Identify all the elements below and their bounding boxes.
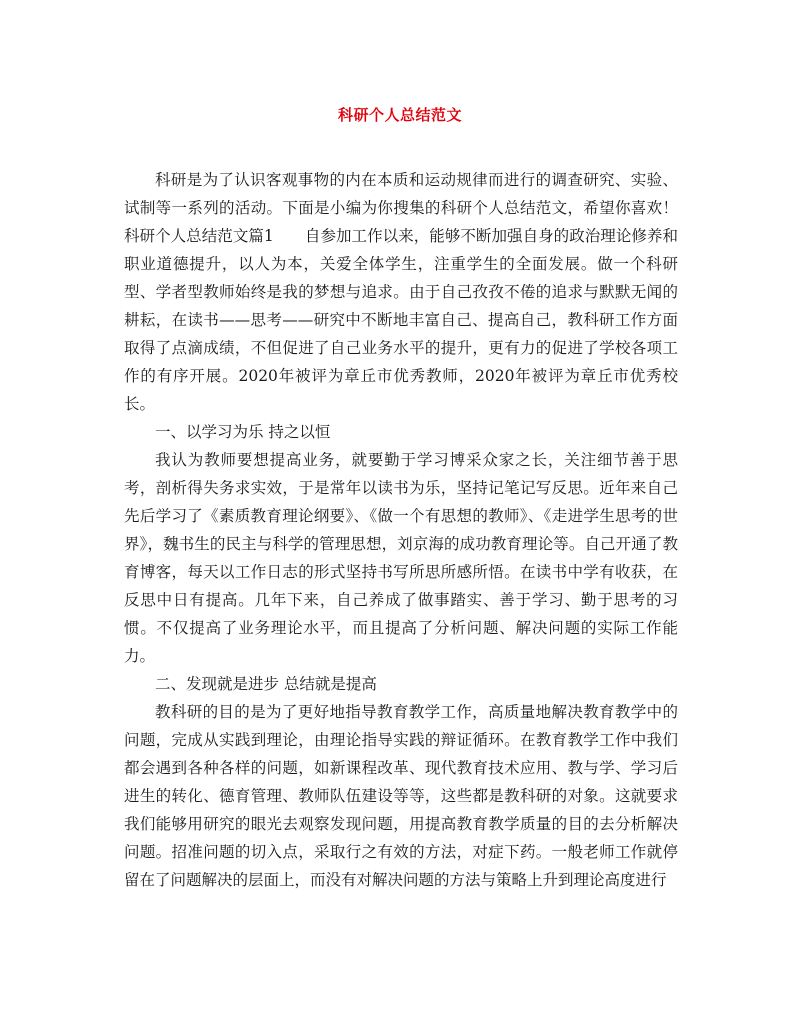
document-title: 科研个人总结范文 (337, 106, 462, 124)
section-heading-1: 一、以学习为乐 持之以恒 (155, 423, 331, 441)
section-heading-2: 二、发现就是进步 总结就是提高 (155, 675, 377, 693)
paragraph-learning: 我认为教师要想提高业务，就要勤于学习博采众家之长，关注细节善于思考，剖析得失务求实效，于是常年以读书为乐，坚持记笔记写反思。近年来自己先后学习了《素质教育理论纲要》、《做一个有思想的教师》、《走进学生思考的世界》，魏书生的民主与科学的管理思想，刘京海的成功教育理论等。自己开通了教育博客，每天以工作日志的形式坚持书写所思所感所悟。在读书中学有收获，在反思中日有提高。几年下来，自己养成了做事踏实、善于学习、勤于思考的习惯。不仅提高了业务理论水平，而且提高了分析问题、解决问题的实际工作能力。 (124, 451, 678, 665)
paragraph-intro: 科研是为了认识客观事物的内在本质和运动规律而进行的调查研究、实验、试制等一系列的活动。下面是小编为你搜集的科研个人总结范文，希望你喜欢！科研个人总结范文篇1 自参加工作以来，能够不断加强自身的政治理论修养和职业道德提升，以人为本，关爱全体学生，注重学生的全面发展。做一个科研型、学者型教师始终是我的梦想与追求。由于自己孜孜不倦的追求与默默无闻的耕耘，在读书——思考——研究中不断地丰富自己、提高自己，教科研工作方面取得了点滴成绩，不但促进了自己业务水平的提升，更有力的促进了学校各项工作的有序开展。2020年被评为章丘市优秀教师，2020年被评为章丘市优秀校长。 (124, 171, 678, 413)
document-body (124, 166, 678, 894)
paragraph-research: 教科研的目的是为了更好地指导教育教学工作，高质量地解决教育教学中的问题，完成从实践到理论，由理论指导实践的辩证循环。在教育教学工作中我们都会遇到各种各样的问题，如新课程改革、现代教育技术应用、教与学、学习后进生的转化、德育管理、教师队伍建设等等，这些都是教科研的对象。这就要求我们能够用研究的眼光去观察发现问题，用提高教育教学质量的目的去分析解决问题。招准问题的切入点，采取行之有效的方法，对症下药。一般老师工作就停留在了问题解决的层面上，而没有对解决问题的方法与策略上升到理论高度进行 (124, 703, 678, 889)
